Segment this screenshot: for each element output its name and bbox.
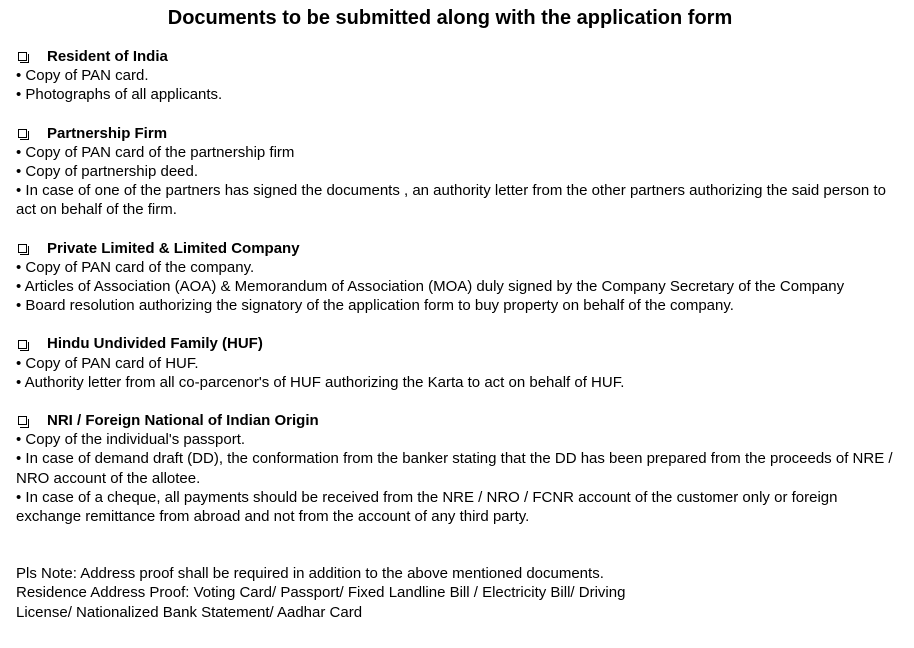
document-list bbox=[16, 354, 906, 392]
section-nri bbox=[16, 411, 906, 526]
section-heading bbox=[16, 334, 906, 353]
section-heading bbox=[16, 124, 906, 143]
section-heading-text: Private Limited & Limited Company bbox=[47, 239, 300, 257]
checkbox-bullet-icon bbox=[18, 129, 27, 138]
checkbox-bullet-icon bbox=[18, 340, 27, 349]
document-list bbox=[16, 143, 906, 220]
list-item: • Copy of PAN card. bbox=[16, 67, 149, 85]
list-item: • Board resolution authorizing the signatory of the application form to buy property on behalf of the company. bbox=[16, 297, 734, 315]
section-heading bbox=[16, 239, 906, 258]
section-resident-of-india bbox=[16, 47, 906, 105]
document-list bbox=[16, 66, 906, 104]
section-heading-text: Partnership Firm bbox=[47, 124, 168, 142]
list-item: • Copy of the individual's passport. bbox=[16, 431, 246, 449]
note-line: Residence Address Proof: Voting Card/ Passport/ Fixed Landline Bill / Electricity Bill/ Driving bbox=[16, 584, 626, 602]
list-item: • Authority letter from all co-parcenor's of HUF authorizing the Karta to act on behalf of HUF. bbox=[16, 373, 625, 391]
list-item: • In case of demand draft (DD), the conformation from the banker stating that the DD has been prepared from the proceeds of NRE / NRO account of the allotee. bbox=[16, 450, 893, 487]
list-item: • In case of a cheque, all payments should be received from the NRE / NRO / FCNR account of the customer only or foreign exchange remittance from abroad and not from the account of any third party. bbox=[16, 488, 838, 526]
list-item: • Photographs of all applicants. bbox=[16, 86, 223, 104]
note-line: License/ Nationalized Bank Statement/ Aadhar Card bbox=[16, 603, 363, 621]
checkbox-bullet-icon bbox=[18, 52, 27, 61]
page-title: Documents to be submitted along with the application form bbox=[167, 7, 733, 29]
section-heading-text: Hindu Undivided Family (HUF) bbox=[47, 335, 263, 353]
list-item: • Copy of PAN card of the company. bbox=[16, 258, 255, 276]
document-list bbox=[16, 430, 906, 526]
section-huf bbox=[16, 334, 906, 392]
list-item: • Copy of PAN card of the partnership firm bbox=[16, 143, 295, 161]
list-item: • Articles of Association (AOA) & Memorandum of Association (MOA) duly signed by the Company Secretary of the Company bbox=[16, 278, 845, 296]
note-block bbox=[16, 564, 906, 622]
checkbox-bullet-icon bbox=[18, 416, 27, 425]
section-heading-text: NRI / Foreign National of Indian Origin bbox=[47, 412, 319, 430]
list-item: • Copy of PAN card of HUF. bbox=[16, 354, 199, 372]
document-list bbox=[16, 258, 906, 316]
list-item: • Copy of partnership deed. bbox=[16, 163, 199, 181]
section-heading bbox=[16, 411, 906, 430]
list-item: • In case of one of the partners has signed the documents , an authority letter from the other partners authorizing the said person to act on behalf of the firm. bbox=[16, 182, 886, 219]
section-private-limited-company bbox=[16, 239, 906, 316]
document-content bbox=[16, 47, 906, 622]
note-line: Pls Note: Address proof shall be required in addition to the above mentioned documents. bbox=[16, 565, 604, 583]
section-heading-text: Resident of India bbox=[47, 48, 168, 65]
checkbox-bullet-icon bbox=[18, 244, 27, 253]
section-partnership-firm bbox=[16, 124, 906, 220]
section-heading bbox=[16, 47, 906, 66]
